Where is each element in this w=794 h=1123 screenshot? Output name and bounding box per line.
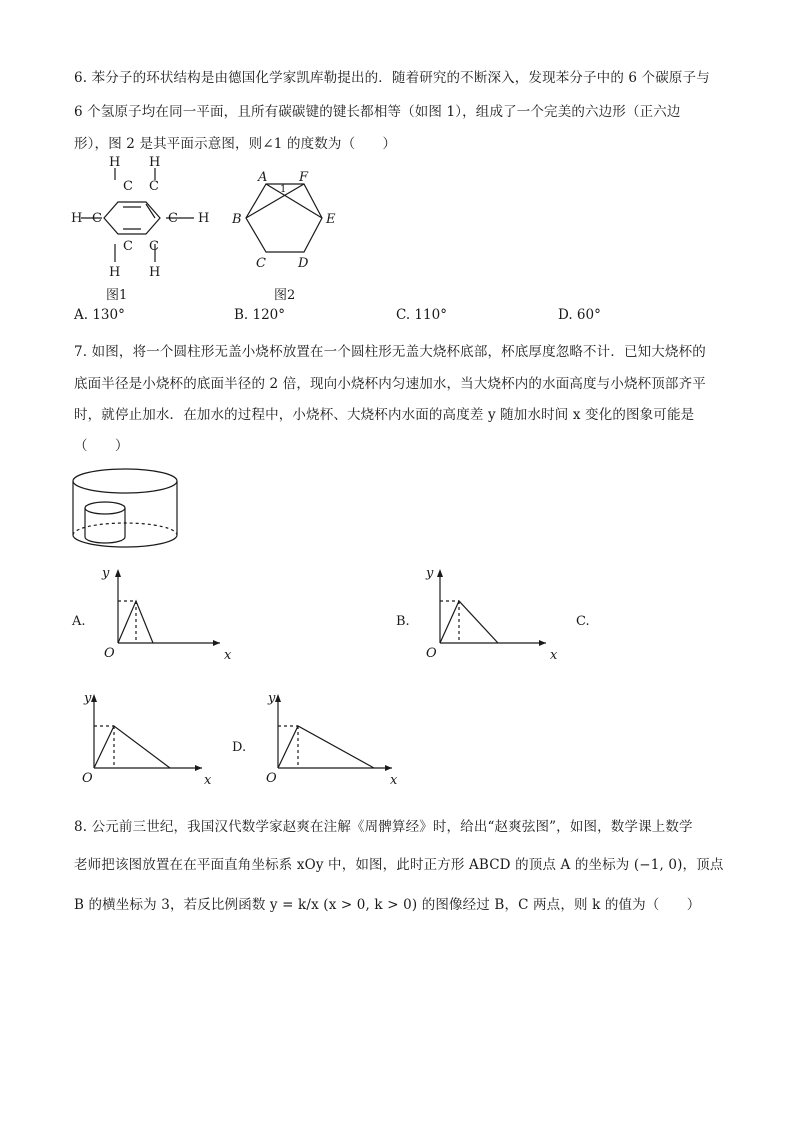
atom-c: C <box>149 239 159 254</box>
origin-label: O <box>104 646 115 661</box>
x-axis-label: x <box>390 773 398 788</box>
atom-c: C <box>123 239 133 254</box>
atom-h: H <box>109 265 121 280</box>
q8-line-3: B 的横坐标为 3，若反比例函数 y = k/x (x > 0, k > 0) 的图像经过 B，C 两点，则 k 的值为（ ） <box>74 897 701 913</box>
atom-h: H <box>71 211 83 226</box>
q7-option-c-label[interactable]: C. <box>576 614 590 629</box>
q6-line-2: 6 个氢原子均在同一平面，且所有碳碳键的键长都相等（如图 1），组成了一个完美的六边形（正六边 <box>74 104 681 120</box>
graph-d[interactable] <box>252 688 412 790</box>
atom-c: C <box>123 179 133 194</box>
y-axis-label: y <box>84 691 92 706</box>
y-axis-label: y <box>268 691 276 706</box>
angle-1-label: 1 <box>280 184 287 195</box>
benzene-structure-figure <box>66 150 226 286</box>
q6-line-1: 6. 苯分子的环状结构是由德国化学家凯库勒提出的．随着研究的不断深入，发现苯分子中的 6 个碳原子与 <box>74 70 710 86</box>
y-axis-label: y <box>102 566 110 581</box>
atom-c: C <box>168 211 178 226</box>
graph-b[interactable] <box>414 565 566 665</box>
y-axis-label: y <box>426 566 434 581</box>
graph-c[interactable] <box>68 688 228 790</box>
x-axis-label: x <box>204 773 212 788</box>
q7-option-b-label[interactable]: B. <box>396 614 410 629</box>
q7-line-4: （ ） <box>74 438 129 454</box>
q7-line-2: 底面半径是小烧杯的底面半径的 2 倍，现向小烧杯内匀速加水，当大烧杯内的水面高度与小烧杯顶部齐平 <box>74 376 706 392</box>
origin-label: O <box>426 646 437 661</box>
q7-line-3: 时，就停止加水．在加水的过程中，小烧杯、大烧杯内水面的高度差 y 随加水时间 x 变化的图象可能是 <box>74 407 695 423</box>
vertex-c: C <box>256 256 266 271</box>
q8-line-2: 老师把该图放置在在平面直角坐标系 xOy 中，如图，此时正方形 ABCD 的顶点 A 的坐标为 (−1, 0)，顶点 <box>74 857 724 873</box>
q8-line-1: 8. 公元前三世纪，我国汉代数学家赵爽在注解《周髀算经》时，给出“赵爽弦图”，如图，数学课上数学 <box>74 819 693 835</box>
x-axis-label: x <box>224 648 232 663</box>
atom-h: H <box>198 211 210 226</box>
figure-2-caption: 图2 <box>274 288 296 303</box>
vertex-b: B <box>232 212 242 227</box>
origin-label: O <box>82 771 93 786</box>
vertex-d: D <box>298 256 309 271</box>
atom-c: C <box>149 179 159 194</box>
x-axis-label: x <box>550 648 558 663</box>
q7-option-a-label[interactable]: A. <box>72 614 86 629</box>
vertex-a: A <box>258 170 268 185</box>
graph-a[interactable] <box>92 565 244 665</box>
atom-h: H <box>149 265 161 280</box>
atom-h: H <box>149 155 161 170</box>
origin-label: O <box>266 771 277 786</box>
hexagon-figure <box>226 166 346 274</box>
q7-line-1: 7. 如图，将一个圆柱形无盖小烧杯放置在一个圆柱形无盖大烧杯底部，杯底厚度忽略不计．已知大烧杯的 <box>74 344 706 360</box>
q6-line-3: 形），图 2 是其平面示意图，则∠1 的度数为（ ） <box>74 136 397 152</box>
q6-choice-c[interactable]: C. 110° <box>396 307 447 323</box>
beakers-figure <box>66 460 190 562</box>
q6-choice-b[interactable]: B. 120° <box>234 307 286 323</box>
atom-c: C <box>92 211 102 226</box>
atom-h: H <box>109 155 121 170</box>
q6-choice-d[interactable]: D. 60° <box>558 307 601 323</box>
q7-option-d-label[interactable]: D. <box>232 740 247 755</box>
q6-choice-a[interactable]: A. 130° <box>74 307 125 323</box>
figure-1-caption: 图1 <box>106 288 128 303</box>
vertex-e: E <box>326 212 336 227</box>
vertex-f: F <box>299 170 309 185</box>
